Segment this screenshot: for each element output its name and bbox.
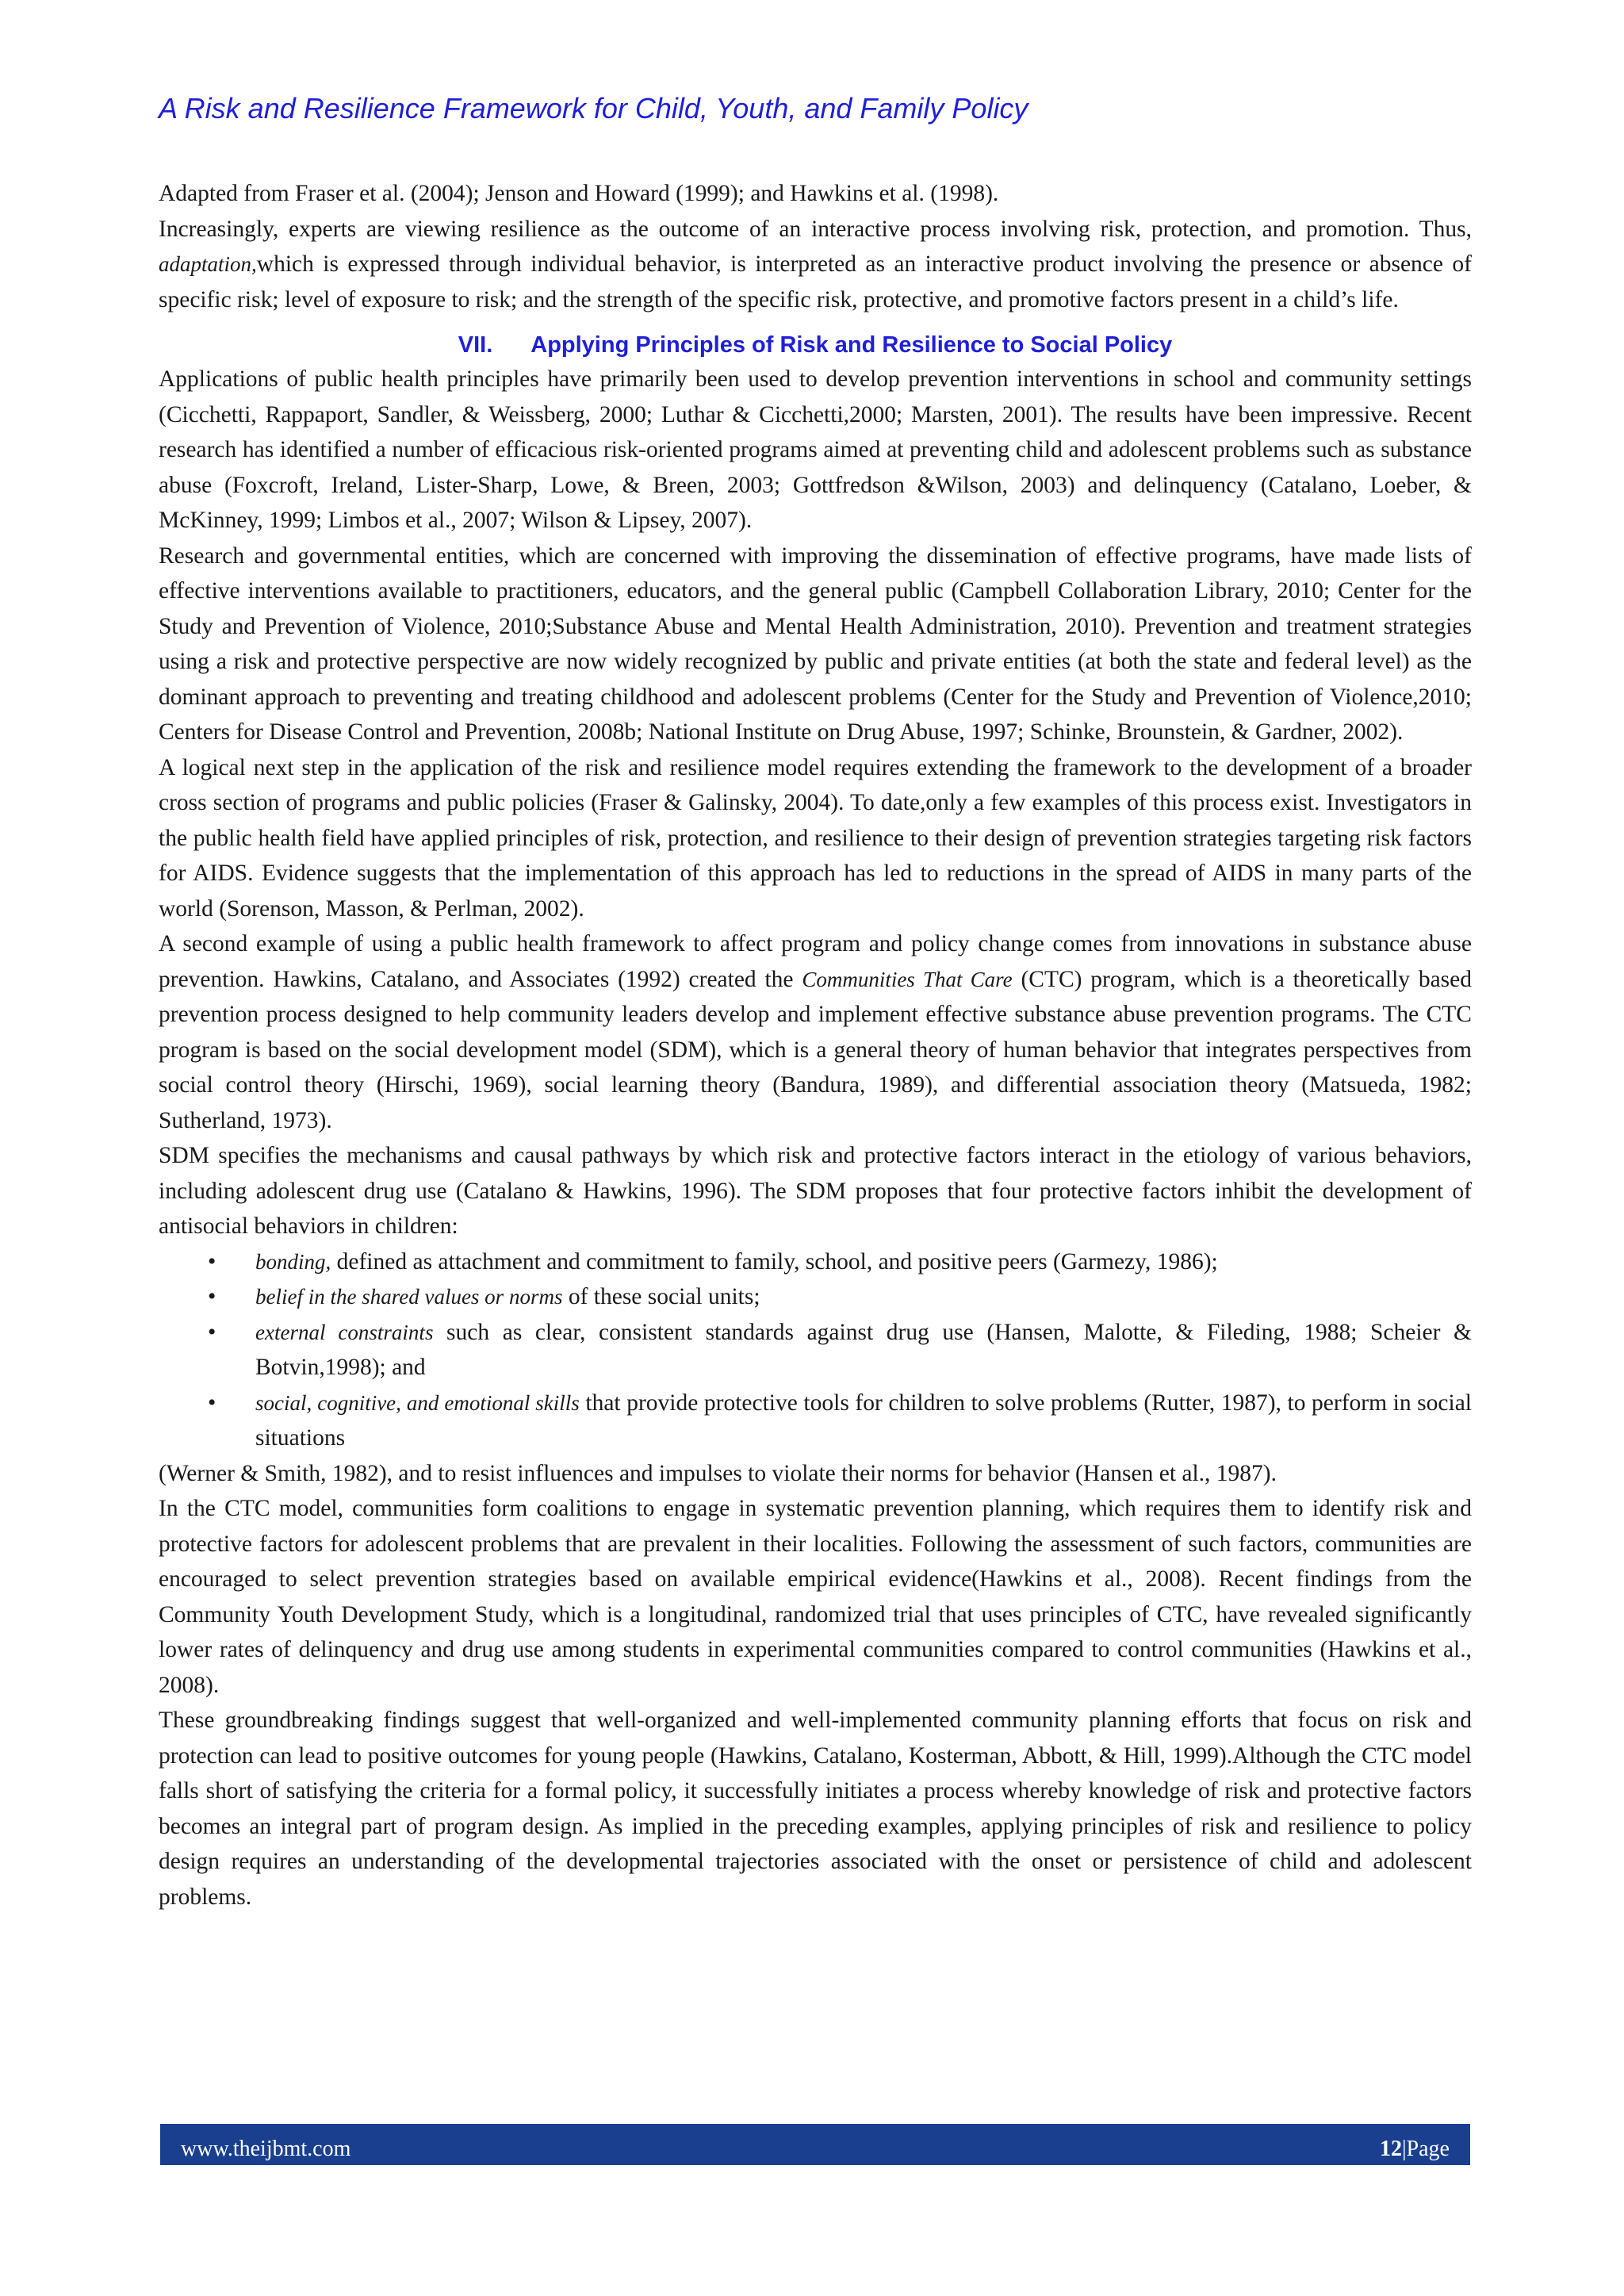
section-heading <box>159 328 1472 362</box>
list-item: • bonding, defined as attachment and commitment to family, school, and positive peers (Garmezy, 1986); <box>159 1244 1472 1280</box>
paragraph-resilience: Increasingly, experts are viewing resilience as the outcome of an interactive process involving risk, protection, and promotion. Thus, adaptation,which is expressed through individual behavior, is interpreted as an interactive product involving the presence or absence of specific risk; level of exposure to risk; and the strength of the specific risk, protective, and promotive factors present in a child’s life. <box>159 216 1472 312</box>
paragraph-logical-step: A logical next step in the application of the risk and resilience model requires extending the framework to the development of a broader cross section of programs and public policies (Fraser & Galinsky, 2004). To date,only a few examples of this process exist. Investigators in the public health field have applied principles of risk, protection, and resilience to their design of prevention strategies targeting risk factors for AIDS. Evidence suggests that the implementation of this approach has led to reductions in the spread of AIDS in many parts of the world (Sorenson, Masson, & Perlman, 2002). <box>159 754 1472 922</box>
footer-url-link[interactable]: www.theijbmt.com <box>181 2137 351 2161</box>
list-item: • external constraints such as clear, consistent standards against drug use (Hansen, Malotte, & Fileding, 1988; Scheier & Botvin,1998); and <box>159 1315 1472 1386</box>
paragraph-werner: (Werner & Smith, 1982), and to resist influences and impulses to violate their norms for behavior (Hansen et al., 1987). <box>159 1460 1277 1486</box>
page-number: 12|Page <box>1379 2137 1450 2161</box>
term-adaptation: adaptation, <box>159 252 257 276</box>
bullet-icon: • <box>208 1319 216 1345</box>
running-title: A Risk and Resilience Framework for Child, Youth, and Family Policy <box>159 92 1028 125</box>
protective-factors-list <box>159 1244 1472 1456</box>
bullet-icon: • <box>208 1248 216 1274</box>
section-title: Applying Principles of Risk and Resilience to Social Policy <box>530 332 1173 358</box>
adapted-from-note: Adapted from Fraser et al. (2004); Jenson and Howard (1999); and Hawkins et al. (1998). <box>159 181 999 206</box>
paragraph-applications: Applications of public health principles have primarily been used to develop prevention interventions in school and community settings (Cicchetti, Rappaport, Sandler, & Weissberg, 2000; Luthar & Cicchetti,2000; Marsten, 2001). The results have been impressive. Recent research has identified a number of efficacious risk-oriented programs aimed at preventing child and adolescent problems such as substance abuse (Foxcroft, Ireland, Lister-Sharp, Lowe, & Breen, 2003; Gottfredson &Wilson, 2003) and delinquency (Catalano, Loeber, & McKinney, 1999; Limbos et al., 2007; Wilson & Lipsey, 2007). <box>159 366 1472 533</box>
paragraph-research: Research and governmental entities, which are concerned with improving the dissemination of effective programs, have made lists of effective interventions available to practitioners, educators, and the general public (Campbell Collaboration Library, 2010; Center for the Study and Prevention of Violence, 2010;Substance Abuse and Mental Health Administration, 2010). Prevention and treatment strategies using a risk and protective perspective are now widely recognized by public and private entities (at both the state and federal level) as the dominant approach to preventing and treating childhood and adolescent problems (Center for the Study and Prevention of Violence,2010; Centers for Disease Control and Prevention, 2008b; National Institute on Drug Abuse, 1997; Schinke, Brounstein, & Gardner, 2002). <box>159 542 1472 745</box>
page-footer <box>160 2124 1470 2165</box>
paragraph-ctc-model: In the CTC model, communities form coalitions to engage in systematic prevention planning, which requires them to identify risk and protective factors for adolescent problems that are prevalent in their localities. Following the assessment of such factors, communities are encouraged to select prevention strategies based on available empirical evidence(Hawkins et al., 2008). Recent findings from the Community Youth Development Study, which is a longitudinal, randomized trial that uses principles of CTC, have revealed significantly lower rates of delinquency and drug use among students in experimental communities compared to control communities (Hawkins et al., 2008). <box>159 1496 1472 1698</box>
bullet-icon: • <box>208 1389 216 1416</box>
term-communities-that-care: Communities That Care <box>802 967 1013 991</box>
paragraph-sdm: SDM specifies the mechanisms and causal pathways by which risk and protective factors interact in the etiology of various behaviors, including adolescent drug use (Catalano & Hawkins, 1996). The SDM proposes that four protective factors inhibit the development of antisocial behaviors in children: <box>159 1143 1472 1239</box>
paragraph-groundbreaking: These groundbreaking findings suggest that well-organized and well-implemented community planning efforts that focus on risk and protection can lead to positive outcomes for young people (Hawkins, Catalano, Kosterman, Abbott, & Hill, 1999).Although the CTC model falls short of satisfying the criteria for a formal policy, it successfully initiates a process whereby knowledge of risk and protective factors becomes an integral part of program design. As implied in the preceding examples, applying principles of risk and resilience to policy design requires an understanding of the developmental trajectories associated with the onset or persistence of child and adolescent problems. <box>159 1708 1472 1910</box>
list-item: • social, cognitive, and emotional skills that provide protective tools for children to solve problems (Rutter, 1987), to perform in social situations <box>159 1386 1472 1456</box>
article-body <box>159 176 1472 1915</box>
list-item: • belief in the shared values or norms of these social units; <box>159 1279 1472 1315</box>
bullet-icon: • <box>208 1284 216 1309</box>
section-number: VII. <box>458 332 493 358</box>
paragraph-second-example: A second example of using a public health framework to affect program and policy change comes from innovations in substance abuse prevention. Hawkins, Catalano, and Associates (1992) created the Communities That Care (CTC) program, which is a theoretically based prevention process designed to help community leaders develop and implement effective substance abuse prevention programs. The CTC program is based on the social development model (SDM), which is a general theory of human behavior that integrates perspectives from social control theory (Hirschi, 1969), social learning theory (Bandura, 1989), and differential association theory (Matsueda, 1982; Sutherland, 1973). <box>159 931 1473 1133</box>
